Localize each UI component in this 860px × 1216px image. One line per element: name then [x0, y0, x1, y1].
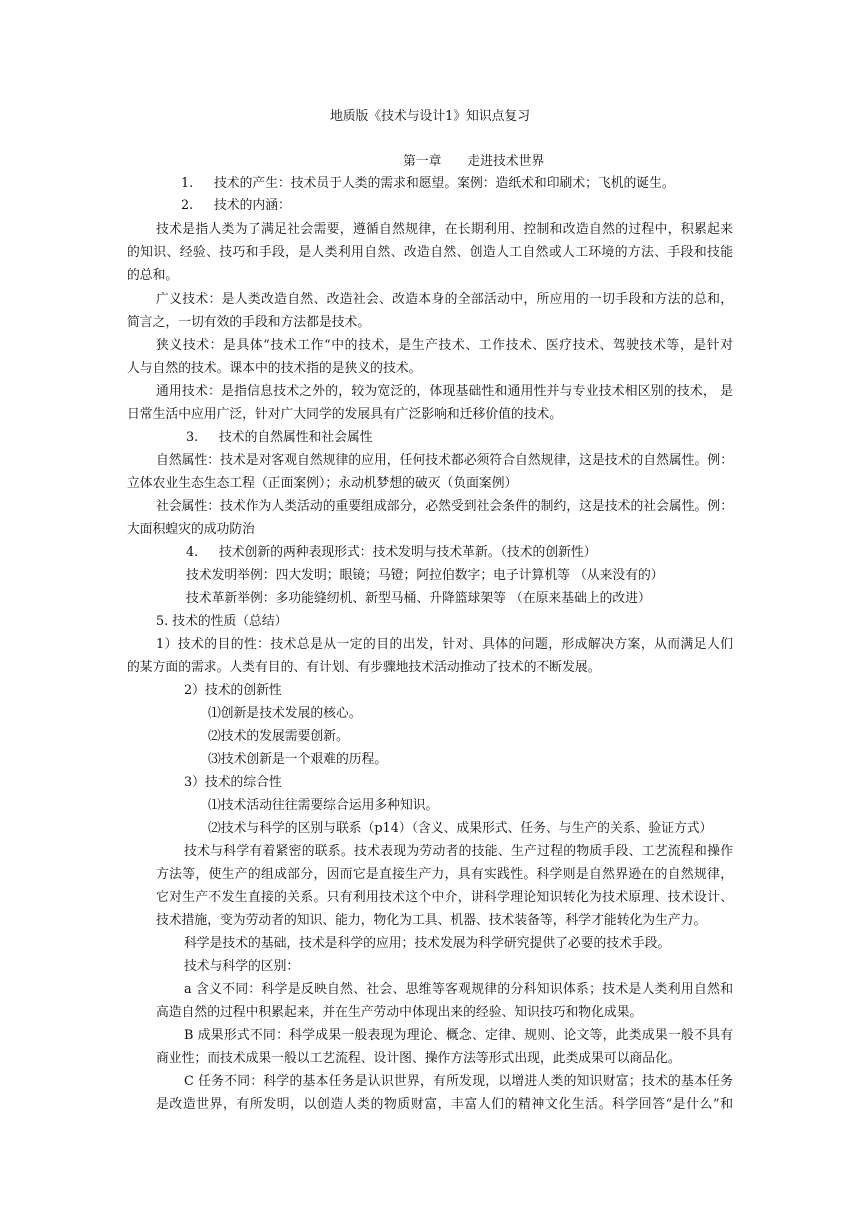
paragraph-line: 技术是指人类为了满足社会需要，遵循自然规律，在长期利用、控制和改造自然的过程中，积累起来: [156, 222, 733, 237]
paragraph-line: 技术发明举例：四大发明；眼镜；马镫；阿拉伯数字；电子计算机等 （从来没有的）: [186, 568, 664, 583]
paragraph-line: 立体农业生态生态工程（正面案例）；永动机梦想的破灭（负面案例）: [127, 476, 518, 491]
list-item: ⑴创新是技术发展的核心。: [208, 706, 362, 721]
list-item: ⑵技术的发展需要创新。: [208, 729, 349, 744]
list-item: ⑵技术与科学的区别与联系（p14）（含义、成果形式、任务、与生产的关系、验证方式）: [208, 821, 713, 836]
paragraph-line: 广义技术：是人类改造自然、改造社会、改造本身的全部活动中，所应用的一切手段和方法的总和，: [156, 292, 733, 307]
paragraph-line: 的某方面的需求。人类有目的、有计划、有步骤地技术活动推动了技术的不断发展。: [127, 660, 601, 675]
section-3-number: 3.: [186, 430, 199, 445]
paragraph-line: 高造自然的过程中积累起来，并在生产劳动中体现出来的经验、知识技巧和物化成果。: [156, 1005, 643, 1020]
paragraph-line: B 成果形式不同：科学成果一般表现为理论、概念、定律、规则、论文等，此类成果一般不具有: [184, 1028, 733, 1043]
subheading: 3）技术的综合性: [184, 775, 282, 790]
paragraph-line: 人与自然的技术。课本中的技术指的是狭义的技术。: [127, 361, 422, 376]
paragraph-line: 技术与科学的区别：: [184, 959, 300, 974]
paragraph-line: 它对生产不发生直接的关系。只有利用技术这个中介，讲科学理论知识转化为技术原理、技术设计、: [156, 890, 733, 905]
section-4: [186, 545, 597, 561]
list-item: ⑶技术创新是一个艰难的历程。: [208, 752, 388, 767]
paragraph-line: a 含义不同：科学是反映自然、社会、思维等客观规律的分科知识体系；技术是人类利用自然和: [184, 982, 733, 997]
paragraph-line: C 任务不同：科学的基本任务是认识世界，有所发现，以增进人类的知识财富；技术的基本任务: [184, 1074, 733, 1089]
section-1-number: 1.: [181, 176, 194, 191]
chapter-number: 第一章: [403, 154, 442, 169]
paragraph-line: 自然属性：技术是对客观自然规律的应用，任何技术都必须符合自然规律，这是技术的自然属性。例：: [156, 453, 733, 468]
document-title: 地质版《技术与设计1》知识点复习: [329, 109, 531, 124]
section-3-text: 技术的自然属性和社会属性: [219, 430, 373, 445]
paragraph-line: 通用技术：是指信息技术之外的，较为宽泛的，体现基础性和通用性并与专业技术相区别的技术， 是: [156, 384, 733, 399]
section-2: [181, 198, 291, 214]
paragraph-line: 的总和。: [127, 268, 179, 283]
section-1-text: 技术的产生：技术员于人类的需求和愿望。案例：造纸术和印刷术；飞机的诞生。: [214, 176, 675, 191]
paragraph-line: 是改造世界，有所发明，以创造人类的物质财富，丰富人们的精神文化生活。科学回答“是什么”和: [156, 1097, 733, 1112]
paragraph-line: 方法等，使生产的组成部分，因而它是直接生产力，具有实践性。科学则是自然界逊在的自然规律，: [156, 867, 733, 882]
section-5: 5. 技术的性质（总结）: [156, 614, 288, 629]
paragraph-line: 简言之，一切有效的手段和方法都是技术。: [127, 315, 371, 330]
paragraph-line: 社会属性：技术作为人类活动的重要组成部分，必然受到社会条件的制约，这是技术的社会属性。例：: [156, 499, 733, 514]
paragraph-line: 技术与科学有着紧密的联系。技术表现为劳动者的技能、生产过程的物质手段、工艺流程和操作: [184, 844, 733, 859]
paragraph-line: 科学是技术的基础，技术是科学的应用；技术发展为科学研究提供了必要的技术手段。: [184, 936, 671, 951]
subheading: 2）技术的创新性: [184, 683, 282, 698]
section-2-text: 技术的内涵：: [214, 198, 291, 213]
chapter-name: 走进技术世界: [467, 154, 545, 169]
section-2-number: 2.: [181, 198, 194, 213]
paragraph-line: 技术措施，变为劳动者的知识、能力，物化为工具、机器、技术装备等，科学才能转化为生产力。: [156, 913, 707, 928]
chapter-heading: [403, 154, 544, 170]
section-4-text: 技术创新的两种表现形式：技术发明与技术革新。（技术的创新性）: [219, 545, 597, 560]
section-1: [181, 176, 675, 192]
list-item: ⑴技术活动往往需要综合运用多种知识。: [208, 798, 439, 813]
paragraph-line: 1）技术的目的性：技术总是从一定的目的出发，针对、具体的问题，形成解决方案，从而满足人们: [156, 637, 733, 652]
paragraph-line: 商业性；而技术成果一般以工艺流程、设计图、操作方法等形式出现，此类成果可以商品化。: [156, 1051, 681, 1066]
paragraph-line: 日常生活中应用广泛，针对广大同学的发展具有广泛影响和迁移价值的技术。: [127, 407, 563, 422]
section-4-number: 4.: [186, 545, 199, 560]
paragraph-line: 大面积蝗灾的成功防治: [127, 522, 255, 537]
paragraph-line: 的知识、经验、技巧和手段，是人类利用自然、改造自然、创造人工自然或人工环境的方法、手段和技能: [127, 245, 733, 260]
paragraph-line: 技术革新举例：多功能缝纫机、新型马桶、升降篮球架等 （在原来基础上的改进）: [186, 591, 651, 606]
section-3: [186, 430, 373, 446]
paragraph-line: 狭义技术：是具体“技术工作“中的技术，是生产技术、工作技术、医疗技术、驾驶技术等，是针对: [156, 338, 733, 353]
